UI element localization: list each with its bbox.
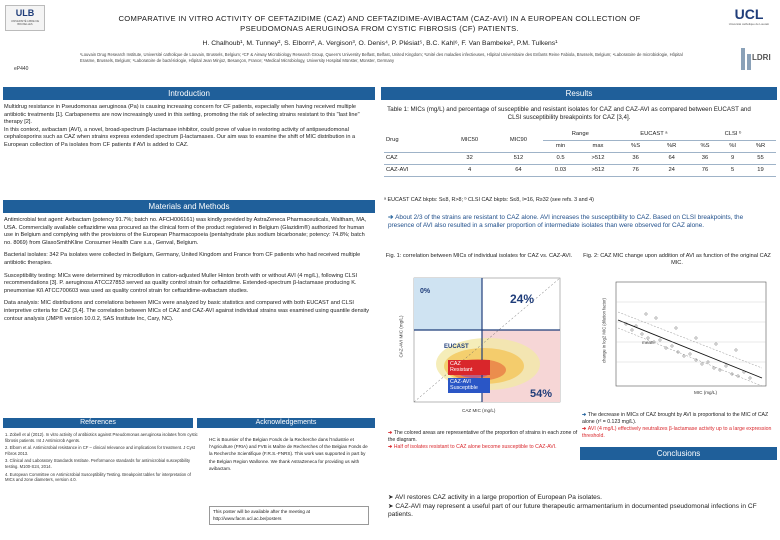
fig2-caption: Fig. 2: CAZ MIC change upon addition of AVI as function of the original CAZ MIC. — [583, 253, 771, 267]
cell-eucast-r: 24 — [653, 164, 690, 176]
finding-1 — [388, 214, 768, 230]
table-header-row — [384, 128, 776, 140]
cell-clsi-i: 5 — [720, 164, 745, 176]
cell-min: 0.5 — [543, 152, 578, 164]
cell-mic50: 4 — [445, 164, 494, 176]
poster-title — [52, 14, 707, 34]
fig1-cazavi-susceptible-label: Susceptible — [450, 385, 478, 392]
reference-item: 4. European Committee on Antimicrobial Susceptibility Testing. Breakpoint tables for interpretation of MICs and zone diameters, version 4.0. — [5, 471, 191, 483]
fig1-caption: Fig. 1: correlation between MICs of individual isolates for CAZ vs. CAZ-AVI. — [385, 253, 573, 259]
methods-heading: Materials and Methods — [3, 200, 375, 213]
fig1-xaxis-label: CAZ MIC (mg/L) — [462, 408, 496, 413]
col-clsi-i: %I — [720, 140, 745, 152]
methods-para-2: Bacterial isolates: 342 Pa isolates were collected in Belgium, Germany, United Kingdom and France from CF patients who had received multiple antibiotic therapies. — [4, 252, 361, 266]
cell-max: >512 — [578, 152, 618, 164]
fig2-finding-b-text: AVI (4 mg/L) effectively neutralizes β-lactamase activity up to a large expression threshold. — [582, 426, 772, 439]
fig1-plot — [392, 272, 577, 422]
cell-max: >512 — [578, 164, 618, 176]
ulb-logo — [5, 5, 45, 31]
ulb-logo-sub: UNIVERSITÉ LIBRE DE BRUXELLES — [10, 20, 40, 27]
conclusion-item — [388, 494, 776, 503]
col-mic50: MIC50 — [445, 128, 494, 152]
cell-drug: CAZ — [384, 152, 445, 164]
authors: H. Chalhoub¹, M. Tunney², S. Elborn², A. Vergison³, O. Denis⁴, P. Plésiat⁵, B.C. Kahl⁶, F. Van Bambeke¹, P.M. Tulkens¹ — [202, 40, 558, 47]
fig1-eucast-label: EUCAST — [444, 344, 469, 350]
conclusions-list — [388, 494, 776, 520]
reference-item: 3. Clinical and Laboratory Standards Institute. Performance standards for antimicrobial susceptibility testing. M100-S24, 2014. — [5, 458, 191, 469]
arrow-right-icon: ➔ — [582, 426, 588, 432]
fig1-pct-top: 0% — [420, 288, 431, 295]
poster-availability-note: This poster will be available after the meeting at http://www.facm.ucl.ac.be/posters — [209, 506, 369, 525]
cell-drug: CAZ-AVI — [384, 164, 445, 176]
conclusion-item-text: AVI restores CAZ activity in a large proportion of European Pa isolates. — [395, 494, 602, 501]
col-eucast-r: %R — [653, 140, 690, 152]
methods-body — [4, 217, 374, 323]
reference-item: 2. Elborn et al. Antimicrobial resistance in CF – clinical relevance and implications for treatment. J Cyst Fibros 2013. — [5, 445, 195, 456]
cell-eucast-s: 76 — [618, 164, 654, 176]
col-drug: Drug — [384, 128, 445, 152]
ldri-logo — [738, 46, 770, 72]
fig1-finding-a — [388, 430, 578, 444]
cell-min: 0.03 — [543, 164, 578, 176]
col-min: min — [543, 140, 578, 152]
results-table — [384, 128, 776, 177]
fig2-findings — [582, 412, 774, 440]
cell-clsi-r: 19 — [745, 164, 776, 176]
fig2-svg — [596, 278, 774, 404]
bullet-arrow-icon: ➤ — [388, 494, 395, 501]
fig1-cazavi-legend — [448, 378, 490, 393]
reference-item: 1. Zobell et al (2012). In vitro activity of antibiotics against Pseudomonas aeruginosa isolates from cystic fibrosis patients. Int J Antimicrob Agents. — [5, 432, 198, 443]
fig2-finding-b — [582, 426, 774, 440]
introduction-para-2: In this context, avibactam (AVI), a novel, broad-spectrum β-lactamase inhibitor, could prove of value in restoring activity of antipseudomonal cephalosporins such as CAZ when strains express extended spectrum β-lactamases. Our aim was to examine the shift of MIC distribution in a European collection of Pa isolates from CF patients if AVI is added to CAZ. — [4, 126, 356, 148]
references-heading: References — [3, 418, 193, 428]
ucl-logo — [726, 6, 772, 44]
cell-clsi-i: 9 — [720, 152, 745, 164]
col-max: max — [578, 140, 618, 152]
col-clsi-s: %S — [690, 140, 720, 152]
ucl-logo-text: UCL — [734, 6, 764, 22]
col-eucast: EUCAST ᵃ — [618, 128, 690, 140]
fig1-yaxis-label: CAZ-AVI MIC (mg/L) — [398, 315, 404, 358]
arrow-right-icon: ➔ — [388, 430, 394, 436]
cell-clsi-s: 76 — [690, 164, 720, 176]
fig1-caz-label: CAZ — [450, 361, 461, 367]
fig1-pct-bottom: 54% — [530, 388, 553, 400]
cell-eucast-r: 64 — [653, 152, 690, 164]
col-range: Range — [543, 128, 618, 140]
poster-id: eP440 — [14, 66, 29, 72]
fig1-cazavi-label: CAZ-AVI — [450, 379, 471, 385]
conclusion-item — [388, 503, 776, 520]
table-row — [384, 152, 776, 164]
col-clsi-r: %R — [745, 140, 776, 152]
bullet-arrow-icon: ➤ — [388, 502, 396, 510]
table-footnote: ᵃ EUCAST CAZ bkpts: S≤8, R>8; ᵇ CLSI CAZ bkpts: S≤8, I=16, R≥32 (see refs. 3 and 4) — [384, 197, 594, 203]
fig2-finding-a-text: The decrease in MICs of CAZ brought by AVI is proportional to the MIC of CAZ alone (r² = 0.123 mg/L). — [582, 412, 769, 425]
mic-table — [384, 128, 776, 177]
cell-mic90: 64 — [494, 164, 543, 176]
title-line-1: COMPARATIVE IN VITRO ACTIVITY OF CEFTAZIDIME (CAZ) AND CEFTAZIDIME-AVIBACTAM (CAZ-AVI) IN A EUROPEAN COLLECTION OF — [118, 14, 641, 23]
conclusions-heading: Conclusions — [580, 447, 777, 460]
cell-mic50: 32 — [445, 152, 494, 164]
methods-para-1: Antimicrobial test agent: Avibactam (potency 91.7%; batch no. AFCH006161) was kindly provided by AstraZeneca Pharmaceuticals, Waltham, MA, USA. Commercially available ceftazidime was procured as the clinical form of the product registered in Belgium (Glazidim®) authorized for human use in Belgium and complying with the provisions of the European Pharmacopoeia (pentahydrate plus sodium bicarbonate; potency: 74.8%; batch no. 8069) from GlaxoSmithKline Consumer Health Care s.a., Genval, Belgium. — [4, 217, 367, 246]
fig2-finding-a — [582, 412, 774, 426]
table-row — [384, 164, 776, 176]
acknowledgements-heading: Acknowledgements — [197, 418, 375, 428]
introduction-para-1: Multidrug resistance in Pseudomonas aeruginosa (Pa) is causing increasing concern for CF patients, especially when having received multiple antibiotic treatments [1]. Carbapenems are now increasingly used in this setting, promoting the risk of selecting strains resistant to this "last line" therapy [2]. — [4, 104, 360, 126]
cell-mic90: 512 — [494, 152, 543, 164]
methods-para-4: Data analysis: MIC distributions and correlations between MICs were analyzed by basic statistics and compared with both EUCAST and CLSI interpretive criteria for CAZ [3,4]. The correlation between MICs of CAZ and CAZ-AVI against individual strains was examined using quantile density contour analysis (JMP® version 10.0.2, SAS Institute Inc, Cary, NC). — [4, 300, 370, 322]
fig1-findings — [388, 430, 578, 451]
fig1-caz-legend — [448, 360, 490, 375]
arrow-right-icon: ➔ — [388, 444, 394, 450]
fig2-xaxis-label: MIC (mg/L) — [694, 390, 717, 395]
ulb-logo-text: ULB — [15, 8, 35, 18]
finding-1-text: About 2/3 of the strains are resistant to CAZ alone. AVI increases the susceptibility to CAZ. Based on CLSI breakpoints, the presence of AVI also resulted in a smaller proportion of intermediate isolates than were observed for CAZ alone. — [388, 214, 744, 230]
fig1-finding-b-text: Half of isolates resistant to CAZ alone become susceptible to CAZ-AVI. — [393, 444, 557, 450]
fig1-finding-b — [388, 444, 578, 451]
cell-clsi-s: 36 — [690, 152, 720, 164]
fig2-mean-label: mean — [642, 340, 654, 345]
conclusion-item-text: CAZ-AVI may represent a useful part of our future therapeutic armamentarium in documented pseudomonal infections in CF patients. — [388, 502, 757, 519]
ucl-logo-sub: Université catholique de Louvain — [728, 22, 770, 26]
title-line-2: PSEUDOMONAS AERUGINOSA FROM CYSTIC FIBROSIS (CF) PATIENTS. — [240, 24, 519, 33]
arrow-right-icon: ➔ — [388, 214, 396, 221]
col-eucast-s: %S — [618, 140, 654, 152]
acknowledgements-body: HC is Boursier of the Belgian Fonds de la Recherche dans l'Industrie et l'Agriculture (FRIA) and FVB is Maître de Recherches of the Belgian Fonds de la Recherche Scientifique (F.R.S.-FNRS). This work was supported in part by the Belgian Region Wallonne. We thank AstraZeneca for providing us with avibactam. — [209, 437, 368, 471]
fig1-finding-a-text: The colored areas are representative of the proportion of strains in each zone of the diagram. — [388, 430, 578, 443]
col-clsi: CLSI ᵇ — [690, 128, 776, 140]
methods-para-3: Susceptibility testing: MICs were determined by microdilution in cation-adjusted Muller Hinton broth with or without AVI (4 mg/L), following CLSI recommendations [3]. P. aeruginosa ATCC27853 served as quality control strain for ceftazidime. Extended-spectrum β-lactamase producing K. pneumoniae Kß ATCC700603 was used as quality control strain for ceftazidime-avibactam studies. — [4, 272, 358, 294]
fig1-pct-mid: 24% — [510, 292, 535, 306]
fig2-yaxis-label: change in log2 MIC (dilution factor) — [601, 298, 607, 363]
table-caption: Table 1: MICs (mg/L) and percentage of susceptible and resistant isolates for CAZ and CAZ-AVI as compared between EUCAST and CLSI susceptibility breakpoints for CAZ [3,4]. — [387, 106, 751, 121]
introduction-body — [4, 104, 374, 150]
results-heading: Results — [381, 87, 777, 100]
cell-eucast-s: 36 — [618, 152, 654, 164]
affiliations: ¹Louvain Drug Research Institute, Université catholique de Louvain, Brussels, Belgium; ²CF & Airway Microbiology Research Group, Queen's University Belfast, Belfast, United Kingdom; ³Unité des maladies infectieuses, Hôpital Universitaire des Enfants Reine Fabiola, Brussels, Belgium; ⁴Laboratoire de microbiologie, Hôpital Erasme, Brussels, Belgium; ⁵Laboratoire de bactériologie, Hôpital Jean Minjoz, Besançon, France; ⁶Medical Microbiology, University Hospital Münster, Münster, Germany — [80, 52, 683, 64]
cell-clsi-r: 55 — [745, 152, 776, 164]
arrow-right-icon: ➔ — [582, 412, 588, 418]
introduction-heading: Introduction — [3, 87, 375, 100]
fig2-plot — [596, 278, 774, 404]
fig1-caz-resistant-label: Resistant — [450, 367, 473, 374]
col-mic90: MIC90 — [494, 128, 543, 152]
references-list — [5, 432, 201, 483]
ldri-logo-text: LDRI — [752, 53, 771, 62]
